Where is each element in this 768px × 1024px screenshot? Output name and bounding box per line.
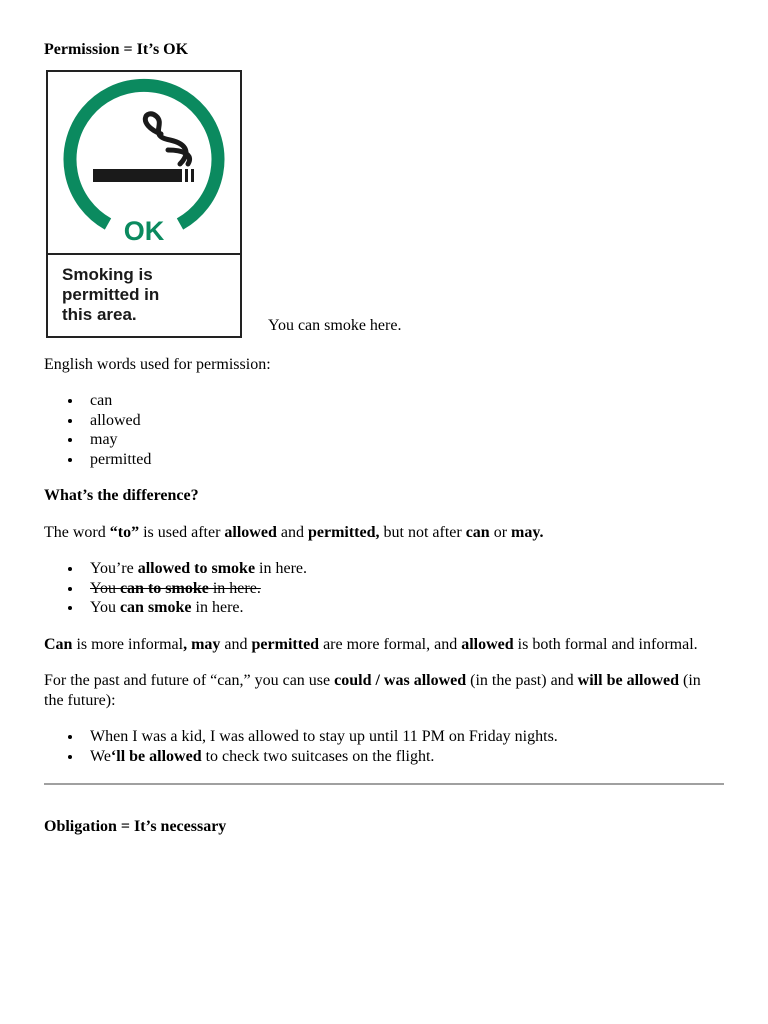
- text-span: to check two suitcases on the flight.: [201, 747, 435, 765]
- sign-line: this area.: [62, 304, 137, 324]
- horizontal-divider: [44, 783, 724, 785]
- text-span: (in the future):: [44, 672, 701, 709]
- text-span: or: [489, 523, 512, 541]
- text-span: is used after: [139, 523, 225, 541]
- text-span: You: [90, 599, 120, 616]
- bold-span: may.: [511, 523, 544, 541]
- obligation-heading: Obligation = It’s necessary: [44, 818, 227, 835]
- sign-graphic: [48, 72, 240, 255]
- list-item: When I was a kid, I was allowed to stay up until 11 PM on Friday nights.: [90, 727, 724, 747]
- list-item: allowed: [90, 411, 724, 431]
- permission-heading: Permission = It’s OK: [44, 41, 189, 58]
- formality-paragraph: [44, 635, 724, 655]
- text-span: We: [90, 747, 111, 765]
- bold-span: allowed: [461, 635, 514, 653]
- text-span: is more informal: [72, 635, 184, 653]
- sign-caption: You can smoke here.: [268, 317, 402, 334]
- bold-span: , may: [183, 635, 221, 653]
- bold-span: ‘ll be allowed: [110, 747, 202, 765]
- smoking-permitted-sign: [46, 70, 242, 338]
- rule-sentence: [44, 523, 724, 543]
- smoke-curl-1: [145, 113, 186, 163]
- cigarette-tip: [185, 169, 188, 182]
- text-span: in here.: [208, 579, 261, 597]
- bold-span: can to smoke: [119, 579, 209, 597]
- text-span: You: [90, 579, 120, 597]
- list-item: may: [90, 430, 724, 450]
- tense-examples-list: [44, 727, 724, 766]
- bold-span: allowed: [224, 523, 277, 541]
- text-span: You’re: [90, 560, 138, 577]
- text-span: is both formal and informal.: [513, 635, 698, 653]
- difference-heading: What’s the difference?: [44, 487, 199, 504]
- list-item: can: [90, 391, 724, 411]
- document-page: [44, 40, 724, 837]
- struck-example: [90, 579, 724, 599]
- text-span: in here.: [191, 599, 244, 616]
- list-item: [90, 747, 724, 767]
- cigarette-tip-2: [191, 169, 194, 182]
- text-span: and: [220, 635, 252, 653]
- ok-ring: [70, 85, 218, 224]
- text-span: in here.: [255, 560, 308, 577]
- words-intro: English words used for permission:: [44, 355, 271, 373]
- sign-row: [44, 70, 724, 338]
- sign-line: Smoking is: [62, 264, 153, 284]
- bold-span: Can: [44, 635, 73, 653]
- sign-line: permitted in: [62, 284, 160, 304]
- bold-span: allowed to smoke: [137, 560, 256, 577]
- text-span: and: [276, 523, 308, 541]
- bold-span: “to”: [109, 523, 140, 541]
- bold-span: permitted,: [307, 523, 380, 541]
- text-span: but not after: [379, 523, 466, 541]
- sign-text: [48, 255, 240, 336]
- cigarette-body: [93, 169, 182, 182]
- examples-list: [44, 559, 724, 618]
- text-span: (in the past) and: [466, 672, 578, 689]
- bold-span: will be allowed: [577, 672, 680, 689]
- smoking-ok-icon: [48, 72, 240, 251]
- ok-label: OK: [123, 215, 165, 246]
- bold-span: can: [465, 523, 490, 541]
- text-span: The word: [44, 523, 110, 541]
- list-item: [90, 598, 724, 618]
- bold-span: can smoke: [119, 599, 192, 616]
- text-span: For the past and future of “can,” you can use: [44, 672, 335, 689]
- permission-words-list: [44, 391, 724, 469]
- past-future-paragraph: [44, 671, 724, 710]
- list-item: [90, 559, 724, 579]
- text-span: are more formal, and: [319, 635, 462, 653]
- list-item: permitted: [90, 450, 724, 470]
- bold-span: could / was allowed: [334, 672, 467, 689]
- bold-span: permitted: [251, 635, 320, 653]
